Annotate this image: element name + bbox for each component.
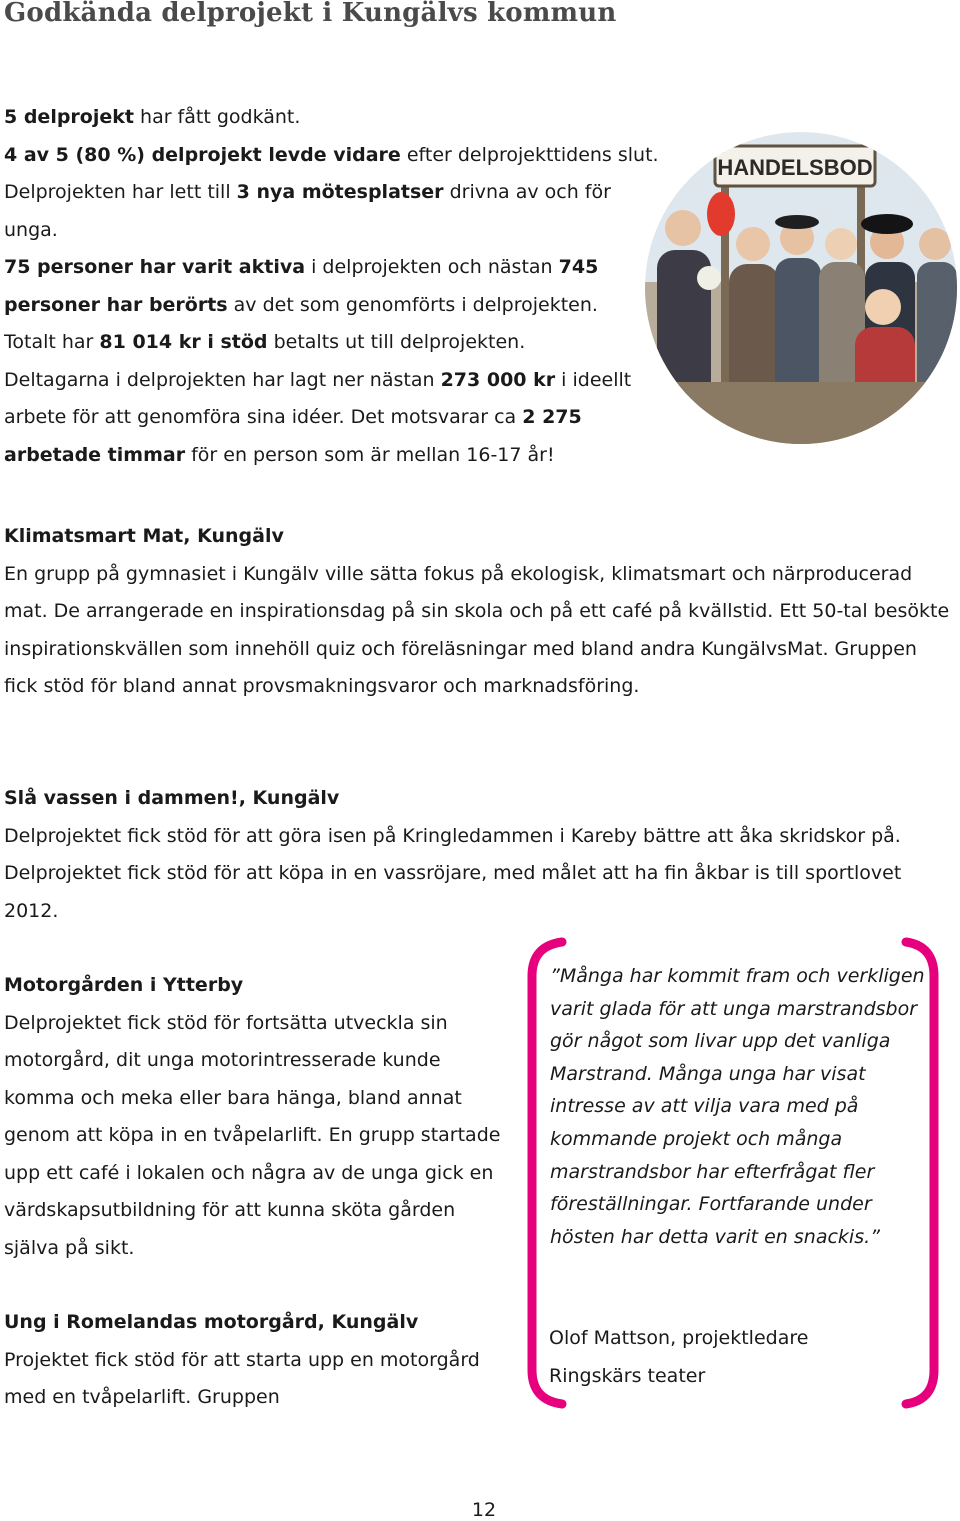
intro-text: i delprojekten och nästan [305,256,559,278]
intro-highlight: 5 delprojekt [4,106,134,128]
project-klimatsmart-mat [4,518,954,706]
intro-text: Deltagarna i delprojekten har lagt ner nästan [4,368,441,391]
intro-highlight: 745 personer har berörts [4,256,599,316]
intro-text: Delprojekten har lett till [4,181,237,203]
intro-summary [4,99,669,474]
quote-box [522,936,942,1410]
intro-text: har fått godkänt. [133,106,301,128]
intro-text: för en person som är mellan 16-17 år! [185,443,555,466]
project-heading: Ung i Romelandas motorgård, Kungälv [4,1311,419,1333]
handelsbod-photo [645,132,957,444]
intro-text: efter delprojekttidens slut. [400,143,659,166]
project-heading: Klimatsmart Mat, Kungälv [4,525,284,547]
intro-highlight: 81 014 kr i stöd [99,331,268,353]
intro-highlight: 273 000 kr [440,368,556,391]
intro-text: i ideellt arbete för att genomföra sina idéer. Det motsvarar ca [4,368,632,428]
project-heading: Motorgården i Ytterby [4,974,244,996]
intro-highlight: 2 275 arbetade timmar [4,406,582,466]
intro-text: drivna av och för unga. [4,181,611,241]
market-stall-illustration [645,132,957,444]
project-description: En grupp på gymnasiet i Kungälv ville sätta fokus på ekologisk, klimatsmart och närproducerad mat. De arrangerade en inspirationsdag på sin skola och på ett café på kvällstid. Ett 50-tal besökte inspirationskvällen som innehöll quiz och föreläsningar med bland andra KungälvsMat. Gruppen fick stöd för bland annat provsmakningsvaror och marknadsföring. [4,562,950,697]
intro-highlight: 3 nya mötesplatser [236,181,444,203]
page-title: Godkända delprojekt i Kungälvs kommun [4,0,617,28]
quote-organization: Ringskärs teater [549,1364,706,1387]
project-ung-i-romelanda [4,1304,509,1417]
quote-author: Olof Mattson, projektledare [549,1327,809,1349]
project-motorgarden-ytterby [4,967,509,1267]
project-heading: Slå vassen i dammen!, Kungälv [4,787,340,809]
quote-text: ”Många har kommit fram och verkligen varit glada för att unga marstrandsbor gör något som livar upp det vanliga Marstrand. Många unga har visat intresse av att vilja vara med på kommande projekt och många marstrandsbor har efterfrågat fler föreställningar. Fortfarande under hösten har detta varit en snackis.” [550,965,925,1248]
intro-text: betalts ut till delprojekten. [267,331,526,353]
intro-text: av det som genomförts i delprojekten. [227,293,598,316]
quote-attribution [549,1320,808,1395]
project-description: Delprojektet fick stöd för att göra isen på Kringledammen i Kareby bättre att åka skridskor på. Delprojektet fick stöd för att köpa in en vassröjare, med målet att ha fin åkbar is till sportlovet 2012. [4,824,902,922]
intro-highlight: 75 personer har varit aktiva [4,256,306,278]
page-number: 12 [471,1499,497,1521]
project-description: Delprojektet fick stöd för fortsätta utveckla sin motorgård, dit unga motorintresserade kunde komma och meka eller bara hänga, bland annat genom att köpa in en tvåpelarlift. En grupp startade upp ett café i lokalen och några av de unga gick en värdskapsutbildning för att kunna sköta gården själva på sikt. [4,1011,501,1259]
project-sla-vassen [4,780,954,930]
intro-text: Totalt har [4,331,100,353]
project-description: Projektet fick stöd för att starta upp en motorgård med en tvåpelarlift. Gruppen [4,1348,480,1408]
intro-highlight: 4 av 5 (80 %) delprojekt levde vidare [4,143,401,166]
handelsbod-sign-text: HANDELSBOD [717,155,873,180]
